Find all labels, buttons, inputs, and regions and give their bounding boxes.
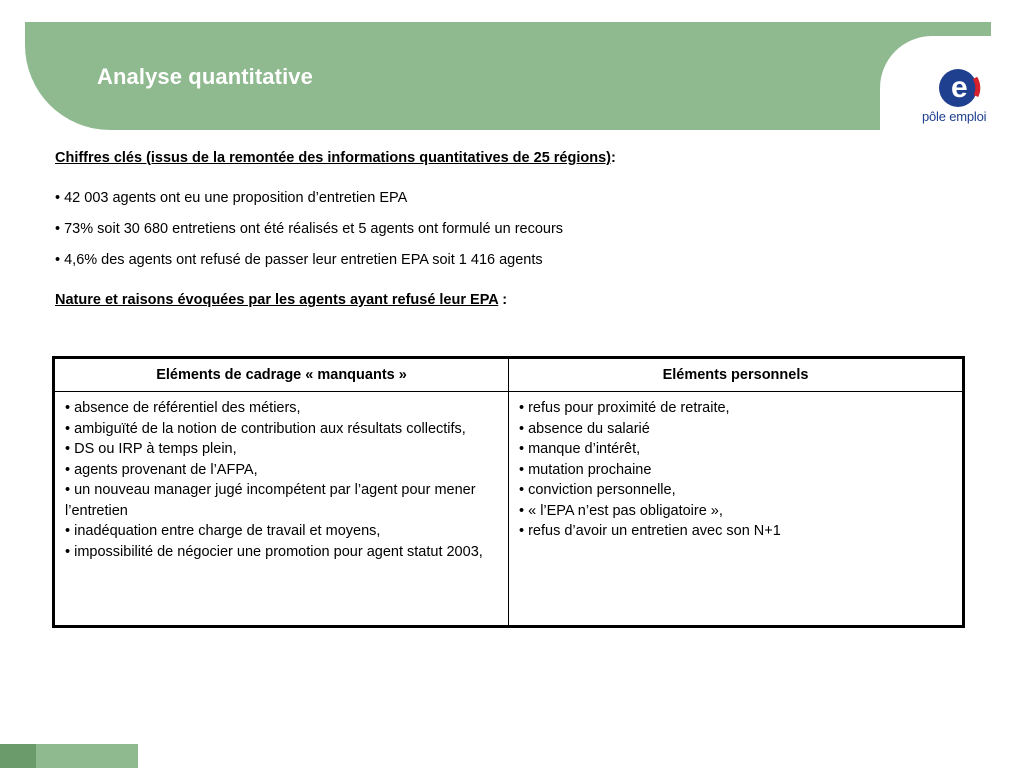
list-item: • « l’EPA n’est pas obligatoire », (519, 502, 723, 519)
list-item: • un nouveau manager jugé incompétent par l’agent pour mener l’entretien (65, 482, 476, 519)
footer-accent-dark (0, 744, 36, 768)
list-item: • DS ou IRP à temps plein, (65, 441, 237, 457)
list-item: • impossibilité de négocier une promotion pour agent statut 2003, (65, 543, 483, 560)
list-item: • inadéquation entre charge de travail et moyens, (65, 523, 381, 539)
list-item: • 42 003 agents ont eu une proposition d’entretien EPA (55, 190, 408, 206)
list-item: • 73% soit 30 680 entretiens ont été réalisés et 5 agents ont formulé un recours (55, 221, 564, 237)
framework-cell (54, 392, 509, 627)
refusal-reasons-heading-text: Nature et raisons évoquées par les agents ayant refusé leur EPA (55, 292, 499, 308)
key-figures-heading-text: Chiffres clés (issus de la remontée des informations quantitatives de 25 régions) (55, 150, 611, 166)
refusal-reasons-heading-suffix: : (498, 292, 508, 308)
personal-cell (509, 392, 964, 627)
pole-emploi-emblem-icon (920, 68, 994, 110)
refusal-reasons-heading (55, 292, 507, 308)
logo-text: pôle emploi (922, 109, 987, 124)
column-header-personal: Eléments personnels (509, 358, 964, 392)
list-item: • refus d’avoir un entretien avec son N+1 (519, 523, 781, 539)
table-row (54, 392, 964, 627)
column-header-framework: Eléments de cadrage « manquants » (54, 358, 509, 392)
list-item: • agents provenant de l’AFPA, (65, 461, 258, 478)
list-item: • refus pour proximité de retraite, (519, 400, 730, 416)
list-item: • 4,6% des agents ont refusé de passer leur entretien EPA soit 1 416 agents (55, 252, 543, 268)
main-content (55, 150, 965, 308)
list-item: • ambiguïté de la notion de contribution aux résultats collectifs, (65, 420, 466, 437)
key-figures-heading-suffix: : (611, 150, 616, 166)
pole-emploi-logo (920, 68, 994, 130)
list-item: • conviction personnelle, (519, 482, 676, 498)
page-title: Analyse quantitative (97, 64, 313, 89)
refusal-reasons-table (52, 356, 965, 628)
footer-accent-light (36, 744, 138, 768)
header-band (25, 22, 991, 130)
list-item: • absence du salarié (519, 420, 650, 437)
svg-text:e: e (951, 71, 968, 104)
table-header-row (54, 358, 964, 392)
list-item: • absence de référentiel des métiers, (65, 400, 301, 416)
key-figures-heading (55, 150, 965, 166)
list-item: • mutation prochaine (519, 461, 652, 478)
list-item: • manque d’intérêt, (519, 441, 641, 457)
